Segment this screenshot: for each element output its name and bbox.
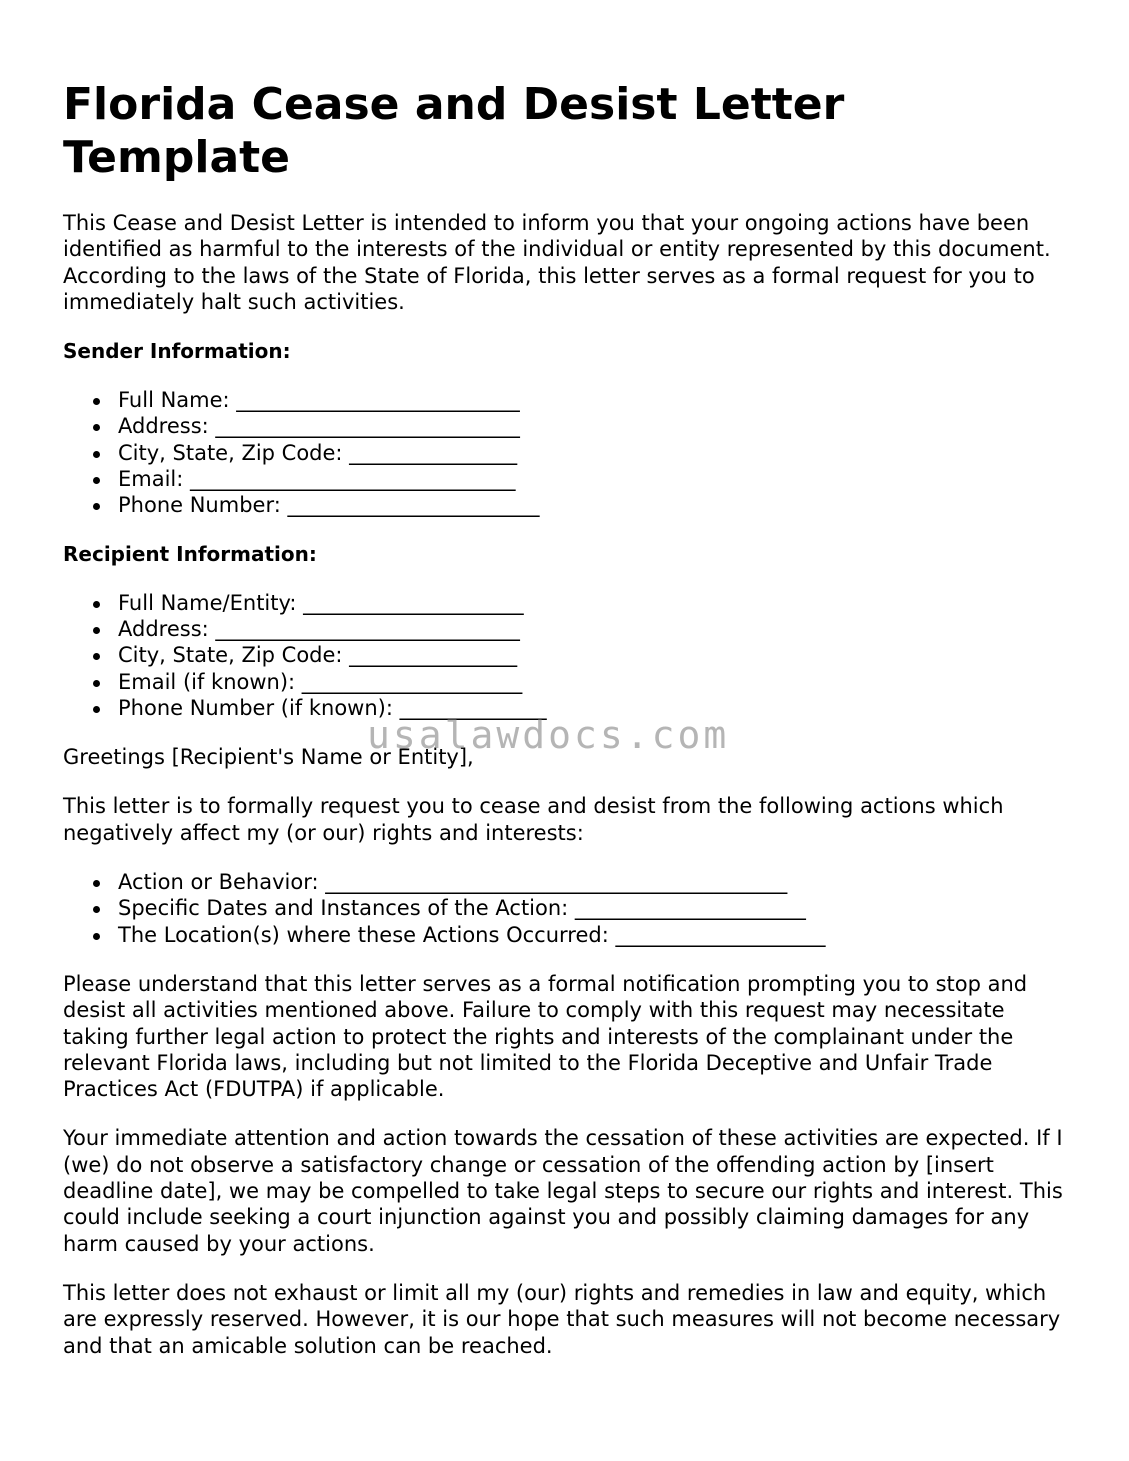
action-behavior-field: Action or Behavior: ____________________________________________ [63,869,1073,895]
recipient-phone-field: Phone Number (if known): ______________ [63,695,1073,721]
sender-list [63,387,1073,518]
watermark-text: usalawdocs.com [367,713,730,757]
action-dates-field: Specific Dates and Instances of the Action: ______________________ [63,895,1073,921]
reservation-paragraph: This letter does not exhaust or limit all my (our) rights and remedies in law and equity, which are expressly reserved. However, it is our hope that such measures will not become necessary and that an amicable solution can be reached. [63,1280,1061,1358]
intro-paragraph: This Cease and Desist Letter is intended to inform you that your ongoing actions have been identified as harmful to the interests of the individual or entity represented by this document. According to the laws of the State of Florida, this letter serves as a formal request for you to immediately halt such activities. [63,211,1051,314]
recipient-city-state-zip-field: City, State, Zip Code: ________________ [63,642,1073,668]
sender-heading: Sender Information: [63,339,291,364]
sender-email-field: Email: _______________________________ [63,466,1073,492]
recipient-email-field: Email (if known): _____________________ [63,669,1073,695]
recipient-heading: Recipient Information: [63,541,317,566]
greeting-line: Greetings [Recipient's Name or Entity], [63,745,474,770]
recipient-address-field: Address: _____________________________ [63,616,1073,642]
sender-address-field: Address: _____________________________ [63,413,1073,439]
action-location-field: The Location(s) where these Actions Occurred: ____________________ [63,922,1073,948]
sender-phone-field: Phone Number: ________________________ [63,492,1073,518]
document-title: Florida Cease and Desist Letter Template [63,79,845,183]
recipient-name-entity-field: Full Name/Entity: _____________________ [63,590,1073,616]
expectation-paragraph: Your immediate attention and action towards the cessation of these activities are expected. If I (we) do not observe a satisfactory change or cessation of the offending action by [insert deadline date], we may be compelled to take legal steps to secure our rights and interest. This could include seeking a court injunction against you and possibly claiming damages for any harm caused by your actions. [63,1126,1063,1256]
actions-list [63,869,1073,948]
request-paragraph: This letter is to formally request you to cease and desist from the following actions which negatively affect my (or our) rights and interests: [63,794,1004,845]
sender-city-state-zip-field: City, State, Zip Code: ________________ [63,440,1073,466]
recipient-list [63,590,1073,721]
sender-full-name-field: Full Name: ___________________________ [63,387,1073,413]
notice-paragraph: Please understand that this letter serves as a formal notification prompting you to stop and desist all activities mentioned above. Failure to comply with this request may necessitate taking further legal action to protect the rights and interests of the complainant under the relevant Florida laws, including but not limited to the Florida Deceptive and Unfair Trade Practices Act (FDUTPA) if applicable. [63,971,1028,1102]
